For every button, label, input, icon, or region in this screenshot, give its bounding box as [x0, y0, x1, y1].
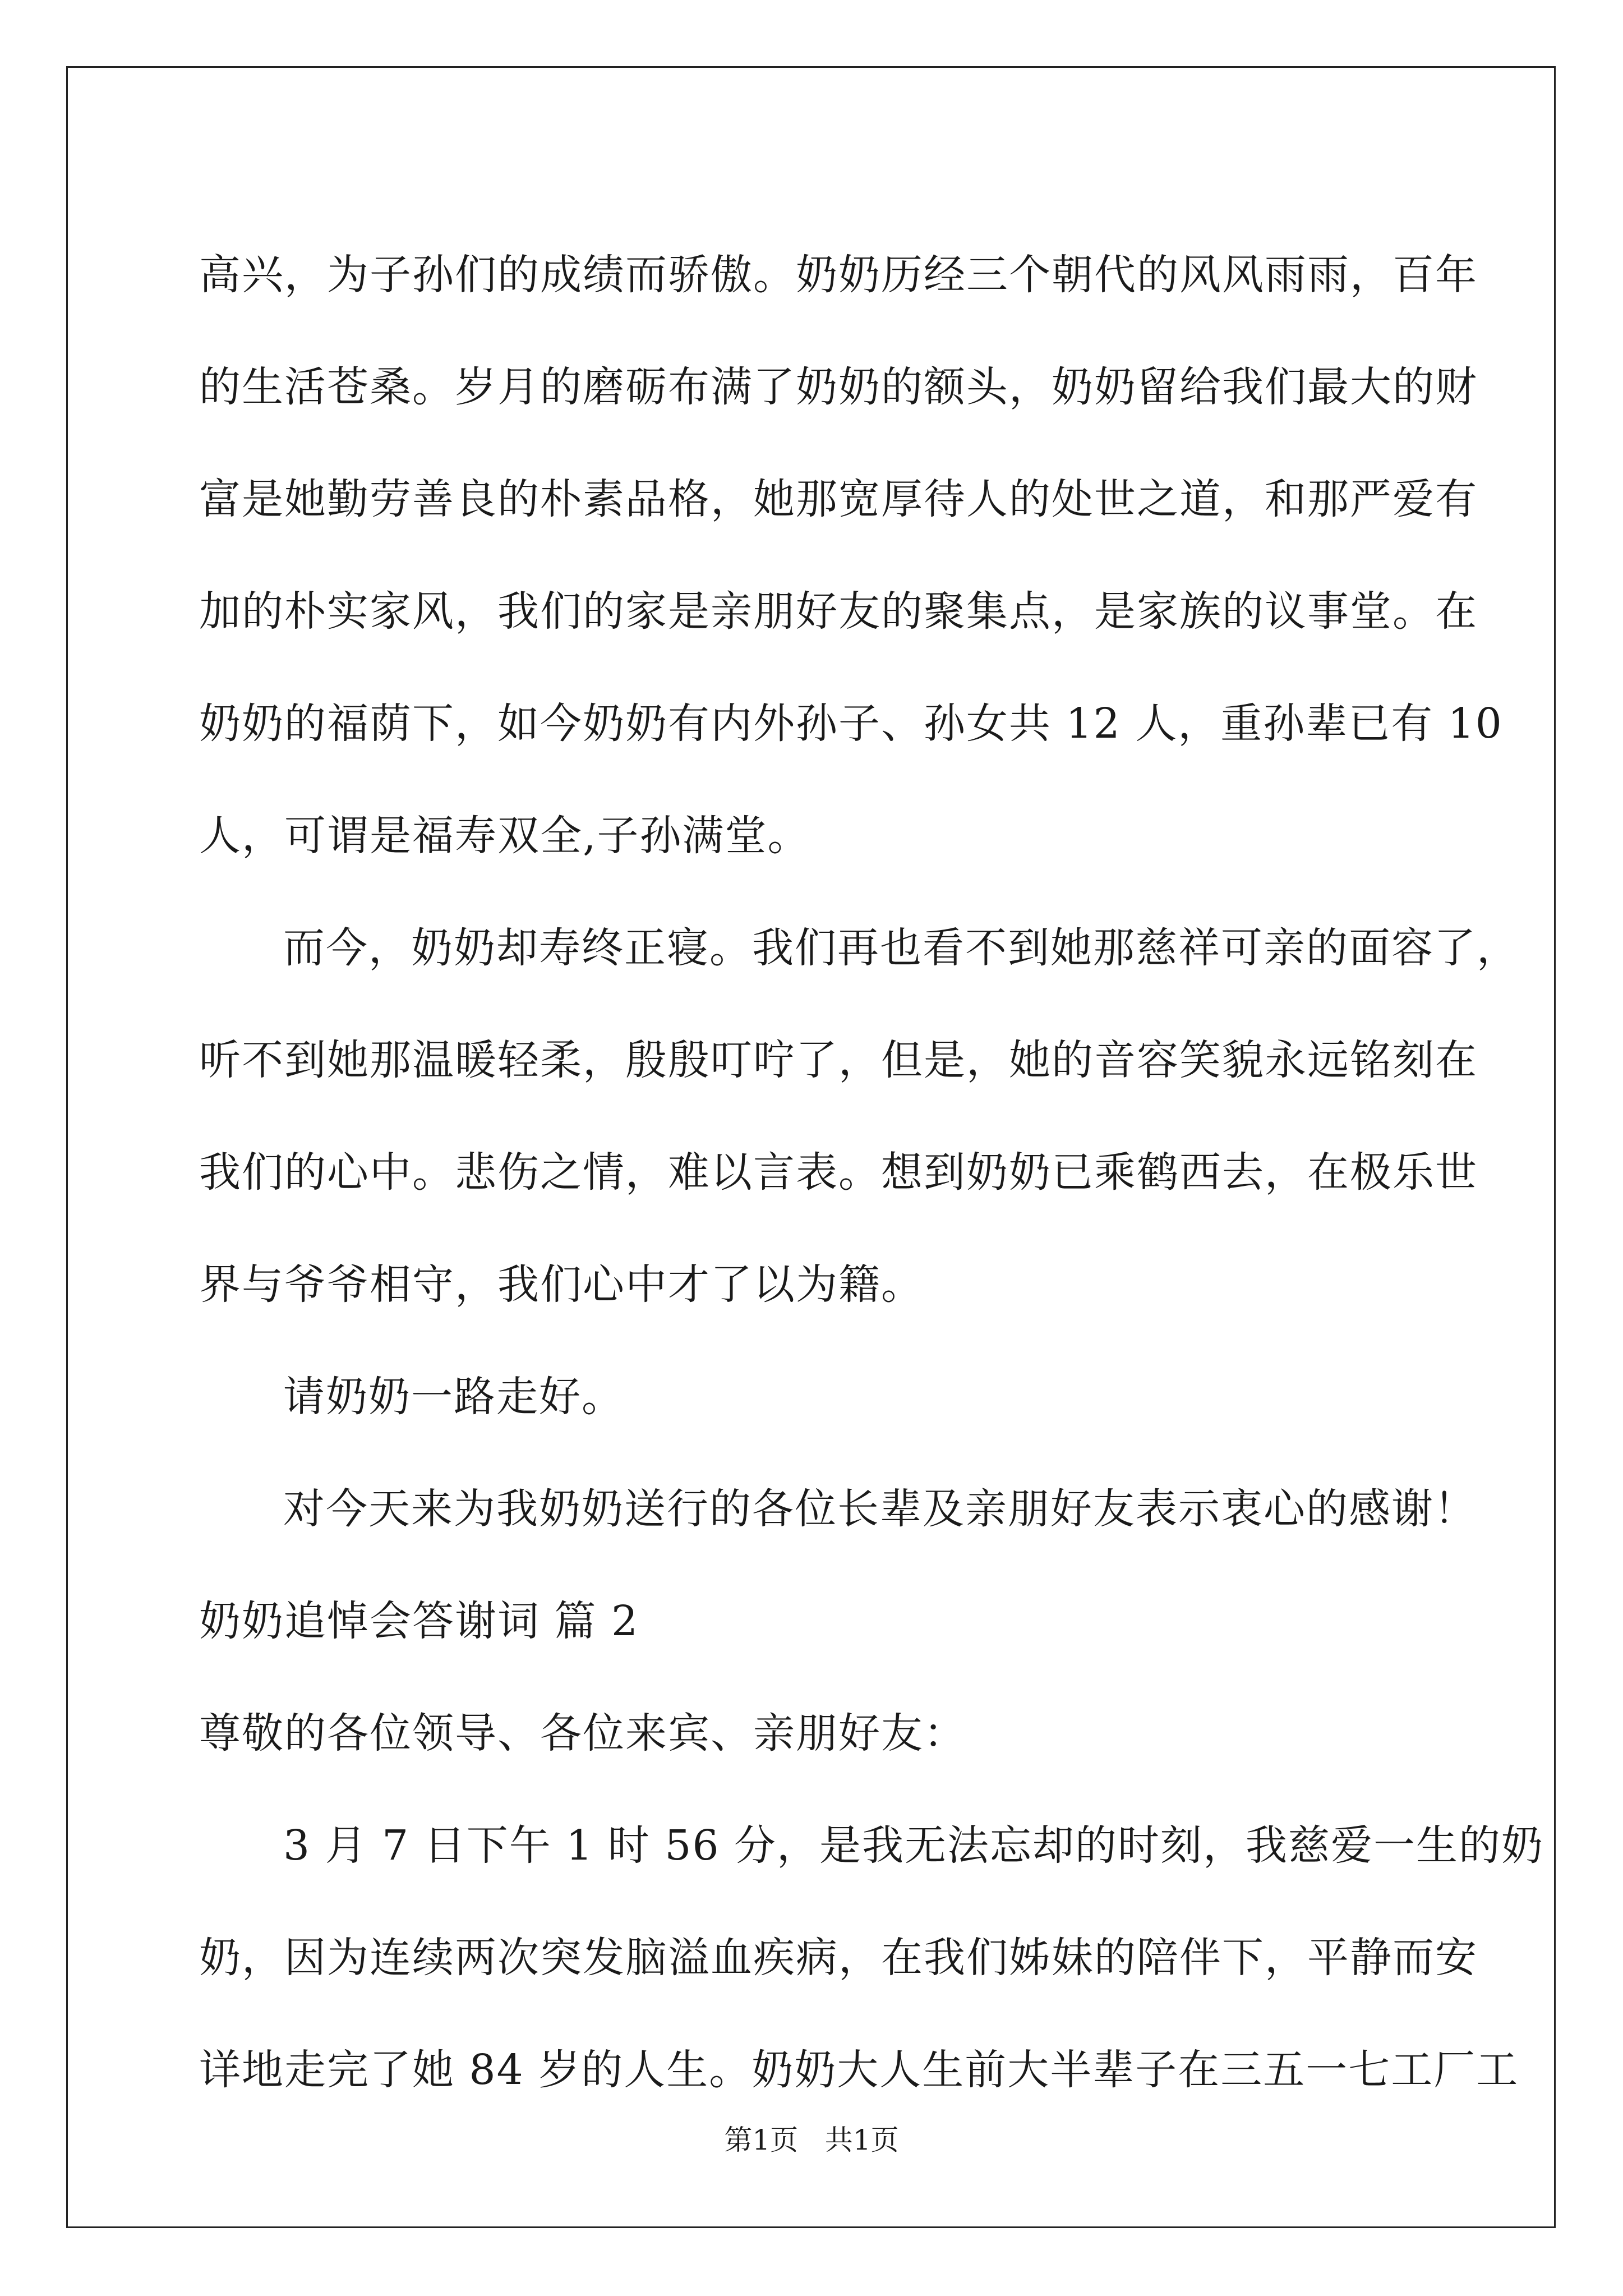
text-line: 详地走完了她 84 岁的人生。奶奶大人生前大半辈子在三五一七工厂工	[199, 2046, 1519, 2094]
text-line: 我们的心中。悲伤之情，难以言表。想到奶奶已乘鹤西去，在极乐世	[199, 1148, 1478, 1197]
text-line: 加的朴实家风，我们的家是亲朋好友的聚集点，是家族的议事堂。在	[199, 587, 1478, 636]
text-line: 的生活苍桑。岁月的磨砺布满了奶奶的额头，奶奶留给我们最大的财	[199, 363, 1478, 411]
text-line: 对今天来为我奶奶送行的各位长辈及亲朋好友表示衷心的感谢！	[283, 1485, 1477, 1533]
text-line: 界与爷爷相守，我们心中才了以为籍。	[199, 1260, 924, 1309]
text-line: 奶，因为连续两次突发脑溢血疾病，在我们姊妹的陪伴下，平静而安	[199, 1934, 1478, 1982]
text-line: 高兴，为子孙们的成绩而骄傲。奶奶历经三个朝代的风风雨雨，百年	[199, 251, 1478, 299]
text-line: 奶奶的福荫下，如今奶奶有内外孙子、孙女共 12 人，重孙辈已有 10	[199, 700, 1503, 748]
text-line: 富是她勤劳善良的朴素品格，她那宽厚待人的处世之道，和那严爱有	[199, 475, 1478, 523]
section-heading: 奶奶追悼会答谢词 篇 2	[199, 1597, 639, 1645]
text-line: 而今，奶奶却寿终正寝。我们再也看不到她那慈祥可亲的面容了，	[283, 924, 1519, 972]
text-line: 人，可谓是福寿双全,子孙满堂。	[199, 812, 810, 860]
document-body	[199, 219, 1544, 2126]
text-line: 3 月 7 日下午 1 时 56 分，是我无法忘却的时刻，我慈爱一生的奶	[283, 1821, 1544, 1870]
page-number-footer: 第1页 共1页	[724, 2124, 899, 2156]
text-line: 听不到她那温暖轻柔，殷殷叮咛了，但是，她的音容笑貌永远铭刻在	[199, 1036, 1478, 1084]
text-line: 请奶奶一路走好。	[283, 1373, 624, 1421]
salutation: 尊敬的各位领导、各位来宾、亲朋好友：	[199, 1709, 966, 1757]
